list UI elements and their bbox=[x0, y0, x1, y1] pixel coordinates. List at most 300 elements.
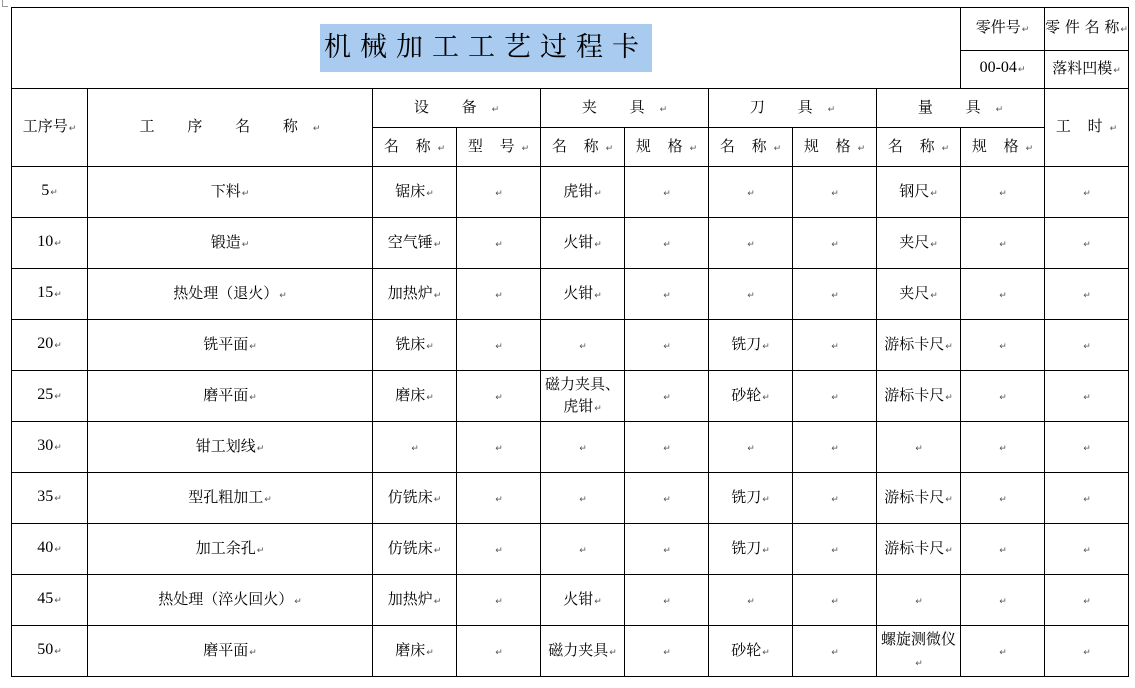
tool-spec-cell[interactable] bbox=[793, 371, 877, 422]
step-number-cell-text: 30 bbox=[37, 437, 54, 454]
paragraph-mark: ↵ bbox=[54, 392, 62, 402]
gauge-name-cell-text: 夹尺 bbox=[899, 232, 930, 251]
page-title[interactable]: 机械加工工艺过程卡 bbox=[320, 24, 652, 72]
paragraph-mark: ↵ bbox=[831, 392, 839, 403]
tool-spec-cell[interactable] bbox=[793, 218, 877, 269]
table-row bbox=[12, 371, 1129, 422]
step-name-cell-text: 加工余孔 bbox=[195, 538, 256, 557]
header-step-name: 工 序 名 称↵ bbox=[88, 89, 373, 167]
paragraph-mark: ↵ bbox=[579, 545, 587, 556]
step-name-cell-text: 下料 bbox=[210, 181, 241, 200]
tool-spec-cell[interactable] bbox=[793, 575, 877, 626]
table-row bbox=[12, 269, 1129, 320]
gauge-name-cell[interactable] bbox=[877, 218, 961, 269]
equipment-name-cell-text: 加热炉 bbox=[387, 283, 433, 302]
header-hours: 工 时↵ bbox=[1045, 89, 1129, 167]
table-row bbox=[12, 320, 1129, 371]
step-number-cell[interactable] bbox=[12, 269, 88, 320]
tool-name-cell[interactable] bbox=[709, 371, 793, 422]
equipment-name-cell[interactable] bbox=[373, 524, 457, 575]
gauge-spec-cell[interactable] bbox=[961, 473, 1045, 524]
paragraph-mark: ↵ bbox=[945, 341, 953, 352]
equipment-name-cell-text: 加热炉 bbox=[387, 589, 433, 608]
paragraph-mark: ↵ bbox=[433, 545, 442, 556]
paragraph-mark: ↵ bbox=[495, 290, 503, 301]
hours-cell[interactable] bbox=[1045, 575, 1129, 626]
paragraph-mark: ↵ bbox=[663, 239, 671, 250]
step-name-cell-text: 钳工划线 bbox=[195, 436, 256, 455]
fixture-name-cell[interactable] bbox=[541, 575, 625, 626]
fixture-spec-cell[interactable] bbox=[625, 320, 709, 371]
paragraph-mark: ↵ bbox=[747, 596, 755, 607]
paragraph-mark: ↵ bbox=[1083, 392, 1091, 403]
tool-spec-cell[interactable] bbox=[793, 626, 877, 677]
gauge-name-cell[interactable] bbox=[877, 524, 961, 575]
paragraph-mark: ↵ bbox=[999, 392, 1007, 403]
step-name-cell-text: 磨平面 bbox=[203, 640, 249, 659]
fixture-name-cell-text: 火钳 bbox=[563, 283, 594, 302]
gauge-name-cell-text: 夹尺 bbox=[899, 283, 930, 302]
tool-name-cell[interactable] bbox=[709, 473, 793, 524]
fixture-name-cell[interactable] bbox=[541, 269, 625, 320]
step-name-cell-text: 锻造 bbox=[210, 232, 241, 251]
tool-name-cell-text: 砂轮 bbox=[731, 385, 762, 404]
paragraph-mark: ↵ bbox=[54, 443, 62, 453]
tool-name-cell[interactable] bbox=[709, 269, 793, 320]
equipment-model-cell[interactable] bbox=[457, 269, 541, 320]
gauge-name-cell[interactable] bbox=[877, 371, 961, 422]
header-fixture: 夹 具↵ bbox=[541, 89, 709, 128]
tool-spec-cell[interactable] bbox=[793, 167, 877, 218]
table-row bbox=[12, 167, 1129, 218]
paragraph-mark: ↵ bbox=[663, 494, 671, 505]
equipment-name-cell[interactable] bbox=[373, 269, 457, 320]
step-name-cell-text: 型孔粗加工 bbox=[188, 487, 264, 506]
part-no-value[interactable]: 00-04↵ bbox=[961, 50, 1045, 88]
header-fixture-spec: 规 格↵ bbox=[625, 128, 709, 167]
part-name-label: 零 件 名 称↵ bbox=[1045, 8, 1129, 51]
equipment-name-cell-text: 锯床 bbox=[395, 181, 426, 200]
fixture-spec-cell[interactable] bbox=[625, 524, 709, 575]
paragraph-mark: ↵ bbox=[762, 647, 770, 658]
paragraph-mark: ↵ bbox=[1083, 443, 1091, 454]
paragraph-mark: ↵ bbox=[663, 443, 671, 454]
paragraph-mark: ↵ bbox=[495, 341, 503, 352]
paragraph-mark: ↵ bbox=[433, 239, 442, 250]
paragraph-mark: ↵ bbox=[663, 188, 671, 199]
paragraph-mark: ↵ bbox=[831, 290, 839, 301]
step-name-cell[interactable] bbox=[88, 422, 373, 473]
table-row bbox=[12, 218, 1129, 269]
equipment-name-cell[interactable] bbox=[373, 626, 457, 677]
step-name-cell-text: 磨平面 bbox=[203, 385, 249, 404]
step-number-cell-text: 45 bbox=[37, 590, 54, 607]
table-row bbox=[12, 626, 1129, 677]
paragraph-mark: ↵ bbox=[831, 239, 839, 250]
paragraph-mark: ↵ bbox=[294, 596, 302, 607]
gauge-name-cell-text: 游标卡尺 bbox=[884, 385, 945, 404]
equipment-name-cell-text: 铣床 bbox=[395, 334, 426, 353]
gauge-name-cell[interactable] bbox=[877, 269, 961, 320]
header-equipment: 设 备↵ bbox=[373, 89, 541, 128]
header-gauge: 量 具↵ bbox=[877, 89, 1045, 128]
paragraph-mark: ↵ bbox=[663, 596, 671, 607]
tool-spec-cell[interactable] bbox=[793, 269, 877, 320]
equipment-name-cell-text: 空气锤 bbox=[387, 232, 433, 251]
step-name-cell[interactable] bbox=[88, 269, 373, 320]
paragraph-mark: ↵ bbox=[831, 647, 839, 658]
gauge-name-cell-text: 游标卡尺 bbox=[884, 538, 945, 557]
fixture-name-cell-text: 火钳 bbox=[563, 232, 594, 251]
table-row bbox=[12, 422, 1129, 473]
paragraph-mark: ↵ bbox=[747, 239, 755, 250]
step-number-cell-text: 15 bbox=[37, 284, 54, 301]
paragraph-mark: ↵ bbox=[999, 443, 1007, 454]
fixture-name-cell[interactable] bbox=[541, 473, 625, 524]
paragraph-mark: ↵ bbox=[433, 494, 442, 505]
step-number-cell[interactable] bbox=[12, 371, 88, 422]
gauge-spec-cell[interactable] bbox=[961, 218, 1045, 269]
step-name-cell[interactable] bbox=[88, 218, 373, 269]
paragraph-mark: ↵ bbox=[831, 545, 839, 556]
equipment-name-cell[interactable] bbox=[373, 167, 457, 218]
paragraph-mark: ↵ bbox=[594, 188, 602, 199]
hours-cell[interactable] bbox=[1045, 626, 1129, 677]
paragraph-mark: ↵ bbox=[747, 443, 755, 454]
header-equipment-model: 型 号↵ bbox=[457, 128, 541, 167]
tool-spec-cell[interactable] bbox=[793, 473, 877, 524]
fixture-spec-cell[interactable] bbox=[625, 575, 709, 626]
paragraph-mark: ↵ bbox=[256, 443, 265, 454]
paragraph-mark: ↵ bbox=[495, 239, 503, 250]
paragraph-mark: ↵ bbox=[54, 494, 62, 504]
paragraph-mark: ↵ bbox=[249, 392, 257, 403]
paragraph-mark: ↵ bbox=[579, 341, 587, 352]
tool-spec-cell[interactable] bbox=[793, 320, 877, 371]
paragraph-mark: ↵ bbox=[495, 596, 503, 607]
equipment-name-cell-text: 磨床 bbox=[395, 385, 426, 404]
tool-name-cell-text: 铣刀 bbox=[731, 487, 762, 506]
step-name-cell[interactable] bbox=[88, 320, 373, 371]
paragraph-mark: ↵ bbox=[54, 545, 62, 555]
equipment-name-cell[interactable] bbox=[373, 218, 457, 269]
equipment-name-cell[interactable] bbox=[373, 422, 457, 473]
paragraph-mark: ↵ bbox=[495, 545, 503, 556]
hours-cell[interactable] bbox=[1045, 422, 1129, 473]
fixture-name-cell[interactable] bbox=[541, 218, 625, 269]
header-tool: 刀 具↵ bbox=[709, 89, 877, 128]
paragraph-mark: ↵ bbox=[1083, 647, 1091, 658]
page-corner-mark bbox=[2, 0, 8, 7]
gauge-name-cell[interactable] bbox=[877, 575, 961, 626]
step-number-cell[interactable] bbox=[12, 626, 88, 677]
paragraph-mark: ↵ bbox=[594, 596, 602, 607]
paragraph-mark: ↵ bbox=[249, 341, 257, 352]
step-number-cell-text: 25 bbox=[37, 386, 54, 403]
equipment-name-cell-text: 仿铣床 bbox=[387, 487, 433, 506]
paragraph-mark: ↵ bbox=[999, 341, 1007, 352]
gauge-name-cell[interactable] bbox=[877, 626, 961, 677]
tool-spec-cell[interactable] bbox=[793, 422, 877, 473]
paragraph-mark: ↵ bbox=[831, 596, 839, 607]
step-name-cell[interactable] bbox=[88, 371, 373, 422]
fixture-spec-cell[interactable] bbox=[625, 167, 709, 218]
paragraph-mark: ↵ bbox=[663, 341, 671, 352]
paragraph-mark: ↵ bbox=[495, 494, 503, 505]
paragraph-mark: ↵ bbox=[747, 290, 755, 301]
step-number-cell-text: 50 bbox=[37, 641, 54, 658]
process-rows bbox=[12, 167, 1129, 677]
equipment-name-cell-text: 磨床 bbox=[395, 640, 426, 659]
gauge-spec-cell[interactable] bbox=[961, 320, 1045, 371]
process-card-table bbox=[11, 7, 1129, 677]
paragraph-mark: ↵ bbox=[1083, 596, 1091, 607]
table-row bbox=[12, 575, 1129, 626]
paragraph-mark: ↵ bbox=[1083, 239, 1091, 250]
gauge-name-cell-text: 螺旋测微仪 bbox=[881, 629, 957, 648]
hours-cell[interactable] bbox=[1045, 371, 1129, 422]
fixture-name-cell-text: 磁力夹具 bbox=[548, 640, 609, 659]
equipment-name-cell-text: 仿铣床 bbox=[387, 538, 433, 557]
paragraph-mark: ↵ bbox=[256, 545, 265, 556]
gauge-spec-cell[interactable] bbox=[961, 422, 1045, 473]
paragraph-mark: ↵ bbox=[241, 239, 250, 250]
paragraph-mark: ↵ bbox=[831, 494, 839, 505]
paragraph-mark: ↵ bbox=[495, 392, 503, 403]
header-step-no: 工序号↵ bbox=[12, 89, 88, 167]
step-name-cell-text: 热处理（退火） bbox=[173, 283, 279, 302]
fixture-name-cell[interactable] bbox=[541, 320, 625, 371]
tool-name-cell[interactable] bbox=[709, 320, 793, 371]
gauge-spec-cell[interactable] bbox=[961, 524, 1045, 575]
paragraph-mark: ↵ bbox=[594, 290, 602, 301]
fixture-spec-cell[interactable] bbox=[625, 218, 709, 269]
paragraph-mark: ↵ bbox=[762, 392, 770, 403]
paragraph-mark: ↵ bbox=[945, 494, 953, 505]
part-name-value[interactable]: 落料凹模↵ bbox=[1045, 50, 1129, 88]
step-number-cell[interactable] bbox=[12, 524, 88, 575]
fixture-name-cell[interactable] bbox=[541, 371, 625, 422]
paragraph-mark: ↵ bbox=[1083, 494, 1091, 505]
gauge-spec-cell[interactable] bbox=[961, 269, 1045, 320]
equipment-model-cell[interactable] bbox=[457, 524, 541, 575]
header-equipment-name: 名 称↵ bbox=[373, 128, 457, 167]
tool-name-cell[interactable] bbox=[709, 575, 793, 626]
paragraph-mark: ↵ bbox=[999, 494, 1007, 505]
gauge-spec-cell[interactable] bbox=[961, 371, 1045, 422]
paragraph-mark: ↵ bbox=[915, 658, 923, 669]
step-number-cell-text: 5 bbox=[41, 182, 50, 199]
paragraph-mark: ↵ bbox=[594, 403, 602, 414]
tool-name-cell-text: 砂轮 bbox=[731, 640, 762, 659]
step-number-cell-text: 40 bbox=[37, 539, 54, 556]
step-name-cell-text: 热处理（淬火回火） bbox=[158, 589, 294, 608]
paragraph-mark: ↵ bbox=[54, 647, 62, 657]
paragraph-mark: ↵ bbox=[762, 341, 770, 352]
hours-cell[interactable] bbox=[1045, 320, 1129, 371]
equipment-name-cell[interactable] bbox=[373, 575, 457, 626]
hours-cell[interactable] bbox=[1045, 524, 1129, 575]
paragraph-mark: ↵ bbox=[54, 290, 62, 300]
paragraph-mark: ↵ bbox=[1083, 290, 1091, 301]
paragraph-mark: ↵ bbox=[999, 596, 1007, 607]
paragraph-mark: ↵ bbox=[831, 188, 839, 199]
paragraph-mark: ↵ bbox=[495, 443, 503, 454]
paragraph-mark: ↵ bbox=[999, 647, 1007, 658]
step-name-cell[interactable] bbox=[88, 524, 373, 575]
paragraph-mark: ↵ bbox=[54, 596, 62, 606]
paragraph-mark: ↵ bbox=[930, 290, 938, 301]
paragraph-mark: ↵ bbox=[50, 188, 58, 198]
step-number-cell[interactable] bbox=[12, 167, 88, 218]
paragraph-mark: ↵ bbox=[495, 647, 503, 658]
equipment-model-cell[interactable] bbox=[457, 218, 541, 269]
gauge-name-cell[interactable] bbox=[877, 473, 961, 524]
fixture-name-cell[interactable] bbox=[541, 626, 625, 677]
paragraph-mark: ↵ bbox=[831, 341, 839, 352]
paragraph-mark: ↵ bbox=[279, 290, 287, 301]
paragraph-mark: ↵ bbox=[762, 494, 770, 505]
tool-name-cell[interactable] bbox=[709, 218, 793, 269]
paragraph-mark: ↵ bbox=[249, 647, 257, 658]
step-number-cell[interactable] bbox=[12, 575, 88, 626]
table-row bbox=[12, 473, 1129, 524]
gauge-name-cell[interactable] bbox=[877, 167, 961, 218]
paragraph-mark: ↵ bbox=[999, 290, 1007, 301]
step-name-cell[interactable] bbox=[88, 167, 373, 218]
gauge-name-cell-text: 钢尺 bbox=[899, 181, 930, 200]
paragraph-mark: ↵ bbox=[1083, 341, 1091, 352]
fixture-spec-cell[interactable] bbox=[625, 422, 709, 473]
header-gauge-name: 名 称↵ bbox=[877, 128, 961, 167]
paragraph-mark: ↵ bbox=[495, 188, 503, 199]
paragraph-mark: ↵ bbox=[54, 239, 62, 249]
paragraph-mark: ↵ bbox=[663, 647, 671, 658]
header-gauge-spec: 规 格↵ bbox=[961, 128, 1045, 167]
step-number-cell[interactable] bbox=[12, 422, 88, 473]
tool-spec-cell[interactable] bbox=[793, 524, 877, 575]
equipment-name-cell[interactable] bbox=[373, 473, 457, 524]
paragraph-mark: ↵ bbox=[915, 596, 923, 607]
paragraph-mark: ↵ bbox=[1083, 545, 1091, 556]
fixture-name-cell-text: 磁力夹具、虎钳 bbox=[545, 374, 621, 415]
equipment-model-cell[interactable] bbox=[457, 167, 541, 218]
step-name-cell[interactable] bbox=[88, 575, 373, 626]
header-tool-spec: 规 格↵ bbox=[793, 128, 877, 167]
gauge-name-cell[interactable] bbox=[877, 320, 961, 371]
paragraph-mark: ↵ bbox=[663, 545, 671, 556]
paragraph-mark: ↵ bbox=[579, 443, 587, 454]
step-number-cell[interactable] bbox=[12, 218, 88, 269]
gauge-name-cell-text: 游标卡尺 bbox=[884, 334, 945, 353]
tool-name-cell-text: 铣刀 bbox=[731, 334, 762, 353]
tool-name-cell[interactable] bbox=[709, 167, 793, 218]
fixture-name-cell[interactable] bbox=[541, 524, 625, 575]
table-row bbox=[12, 524, 1129, 575]
paragraph-mark: ↵ bbox=[747, 188, 755, 199]
hours-cell[interactable] bbox=[1045, 167, 1129, 218]
paragraph-mark: ↵ bbox=[426, 341, 434, 352]
step-name-cell-text: 铣平面 bbox=[203, 334, 249, 353]
step-name-cell[interactable] bbox=[88, 473, 373, 524]
gauge-name-cell-text: 游标卡尺 bbox=[884, 487, 945, 506]
paragraph-mark: ↵ bbox=[411, 443, 419, 454]
fixture-spec-cell[interactable] bbox=[625, 626, 709, 677]
paragraph-mark: ↵ bbox=[915, 443, 923, 454]
paragraph-mark: ↵ bbox=[762, 545, 770, 556]
equipment-name-cell[interactable] bbox=[373, 320, 457, 371]
step-number-cell[interactable] bbox=[12, 320, 88, 371]
paragraph-mark: ↵ bbox=[433, 596, 442, 607]
step-name-cell[interactable] bbox=[88, 626, 373, 677]
gauge-spec-cell[interactable] bbox=[961, 167, 1045, 218]
paragraph-mark: ↵ bbox=[609, 647, 617, 658]
paragraph-mark: ↵ bbox=[241, 188, 250, 199]
equipment-model-cell[interactable] bbox=[457, 371, 541, 422]
gauge-spec-cell[interactable] bbox=[961, 626, 1045, 677]
tool-name-cell[interactable] bbox=[709, 626, 793, 677]
part-no-label: 零件号↵ bbox=[961, 8, 1045, 51]
equipment-model-cell[interactable] bbox=[457, 320, 541, 371]
step-number-cell-text: 20 bbox=[37, 335, 54, 352]
paragraph-mark: ↵ bbox=[999, 239, 1007, 250]
paragraph-mark: ↵ bbox=[1083, 188, 1091, 199]
tool-name-cell[interactable] bbox=[709, 524, 793, 575]
hours-cell[interactable] bbox=[1045, 218, 1129, 269]
paragraph-mark: ↵ bbox=[663, 392, 671, 403]
paragraph-mark: ↵ bbox=[426, 188, 434, 199]
paragraph-mark: ↵ bbox=[831, 443, 839, 454]
header-tool-name: 名 称↵ bbox=[709, 128, 793, 167]
step-number-cell[interactable] bbox=[12, 473, 88, 524]
tool-name-cell-text: 铣刀 bbox=[731, 538, 762, 557]
fixture-name-cell-text: 火钳 bbox=[563, 589, 594, 608]
fixture-spec-cell[interactable] bbox=[625, 371, 709, 422]
gauge-spec-cell[interactable] bbox=[961, 575, 1045, 626]
paragraph-mark: ↵ bbox=[999, 545, 1007, 556]
header-fixture-name: 名 称↵ bbox=[541, 128, 625, 167]
paragraph-mark: ↵ bbox=[579, 494, 587, 505]
hours-cell[interactable] bbox=[1045, 269, 1129, 320]
title-cell bbox=[12, 8, 961, 89]
step-number-cell-text: 10 bbox=[37, 233, 54, 250]
fixture-name-cell[interactable] bbox=[541, 422, 625, 473]
paragraph-mark: ↵ bbox=[999, 188, 1007, 199]
fixture-name-cell[interactable] bbox=[541, 167, 625, 218]
fixture-spec-cell[interactable] bbox=[625, 473, 709, 524]
equipment-model-cell[interactable] bbox=[457, 422, 541, 473]
paragraph-mark: ↵ bbox=[264, 494, 272, 505]
paragraph-mark: ↵ bbox=[426, 647, 434, 658]
tool-name-cell[interactable] bbox=[709, 422, 793, 473]
paragraph-mark: ↵ bbox=[594, 239, 602, 250]
paragraph-mark: ↵ bbox=[930, 188, 938, 199]
equipment-model-cell[interactable] bbox=[457, 626, 541, 677]
paragraph-mark: ↵ bbox=[930, 239, 938, 250]
paragraph-mark: ↵ bbox=[433, 290, 442, 301]
hours-cell[interactable] bbox=[1045, 473, 1129, 524]
paragraph-mark: ↵ bbox=[945, 392, 953, 403]
step-number-cell-text: 35 bbox=[37, 488, 54, 505]
fixture-spec-cell[interactable] bbox=[625, 269, 709, 320]
paragraph-mark: ↵ bbox=[663, 290, 671, 301]
equipment-model-cell[interactable] bbox=[457, 473, 541, 524]
fixture-name-cell-text: 虎钳 bbox=[563, 181, 594, 200]
gauge-name-cell[interactable] bbox=[877, 422, 961, 473]
paragraph-mark: ↵ bbox=[426, 392, 434, 403]
equipment-model-cell[interactable] bbox=[457, 575, 541, 626]
equipment-name-cell[interactable] bbox=[373, 371, 457, 422]
